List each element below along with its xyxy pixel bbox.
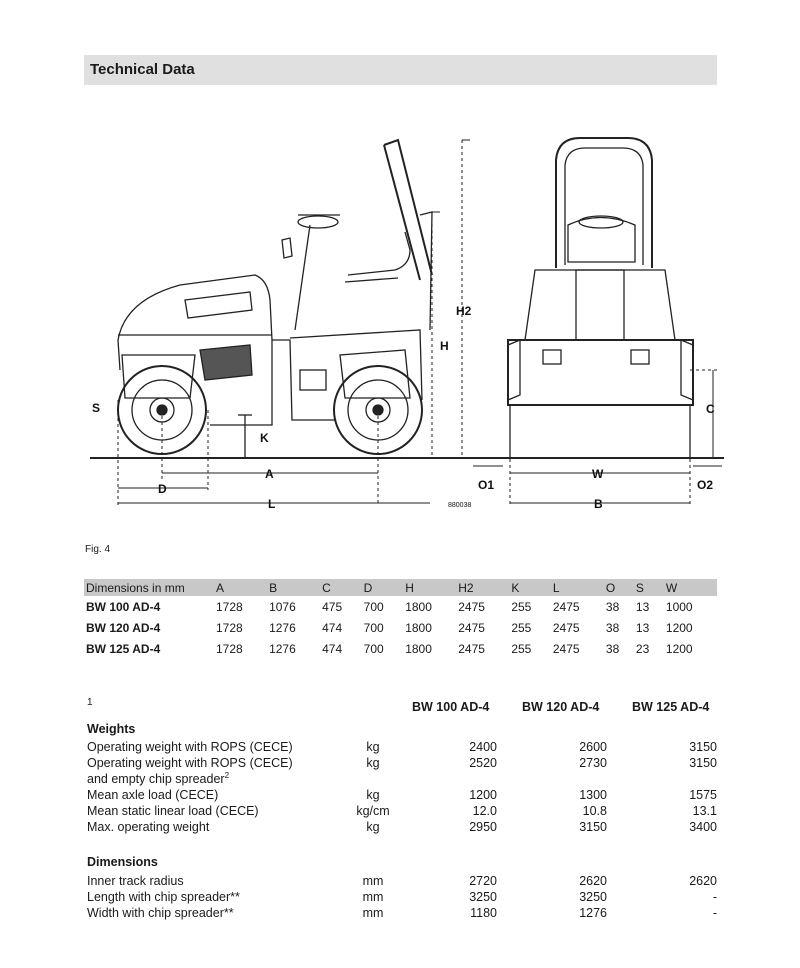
spec-unit: kg	[366, 820, 380, 834]
cell: 2475	[552, 599, 580, 614]
cell: 255	[511, 599, 532, 614]
spec-value: 1575	[689, 788, 717, 802]
cell: 23	[635, 641, 650, 656]
drawing-number: 880038	[448, 502, 472, 509]
cell: 2475	[458, 599, 485, 614]
cell: 2475	[458, 620, 485, 635]
label-o1: O1	[478, 478, 495, 492]
label-c: C	[706, 402, 715, 416]
spec-row	[87, 874, 727, 890]
table-row	[84, 638, 717, 659]
spec-label: Max. operating weight	[87, 820, 210, 834]
label-o2: O2	[697, 478, 714, 492]
model-name: BW 100 AD-4	[86, 599, 161, 614]
col-header: Dimensions in mm	[84, 579, 214, 596]
page-title: Technical Data	[90, 61, 195, 78]
col-header: A	[214, 579, 267, 596]
cell: 475	[322, 599, 343, 614]
label-h: H	[440, 339, 449, 353]
spec-value: 12.0	[472, 804, 497, 818]
spec-value: 2620	[689, 874, 717, 888]
spec-value: 2600	[579, 740, 607, 754]
spec-unit: kg/cm	[356, 804, 390, 818]
col-header: H2	[456, 579, 509, 596]
col-header: C	[320, 579, 362, 596]
label-h2: H2	[456, 304, 472, 318]
section-heading-dimensions: Dimensions	[87, 855, 158, 869]
label-b: B	[594, 497, 603, 511]
footnote-ref: 2	[224, 771, 230, 780]
page-title-bar	[84, 55, 717, 85]
label-k: K	[260, 431, 269, 445]
cell: 1728	[216, 641, 243, 656]
spec-column-header: BW 125 AD-4	[632, 700, 710, 714]
spec-value: 3150	[689, 740, 717, 754]
cell: 13	[635, 599, 650, 614]
spec-value: 2950	[469, 820, 497, 834]
col-header: K	[509, 579, 551, 596]
dimensions-table	[84, 579, 717, 659]
cell: 255	[511, 641, 532, 656]
cell: 1800	[405, 641, 432, 656]
spec-value: 10.8	[582, 804, 607, 818]
spec-value: 1300	[579, 788, 607, 802]
section-heading-weights: Weights	[87, 722, 136, 736]
model-name: BW 120 AD-4	[86, 620, 161, 635]
spec-unit: mm	[362, 890, 384, 904]
vent-grille	[200, 345, 252, 380]
spec-row	[87, 740, 727, 756]
cell: 1000	[665, 599, 693, 614]
model-name: BW 125 AD-4	[86, 641, 161, 656]
spec-unit: mm	[362, 906, 384, 920]
label-s: S	[92, 401, 101, 415]
cell: 255	[511, 620, 532, 635]
dimensions-header-row	[84, 579, 717, 596]
spec-row	[87, 906, 727, 922]
cell: 1200	[665, 620, 693, 635]
spec-unit: kg	[366, 740, 380, 754]
spec-value: 2520	[469, 756, 497, 770]
cell: 2475	[458, 641, 485, 656]
cell: 2475	[552, 620, 580, 635]
spec-label: Operating weight with ROPS (CECE)	[87, 740, 293, 754]
spec-value: 1200	[469, 788, 497, 802]
cell: 1800	[405, 599, 432, 614]
cell: 474	[322, 620, 343, 635]
spec-value: 13.1	[692, 804, 717, 818]
spec-label: Operating weight with ROPS (CECE)	[87, 756, 293, 770]
spec-label: Inner track radius	[87, 874, 184, 888]
spec-label-line2: and empty chip spreader	[87, 772, 225, 787]
cell: 1076	[269, 599, 296, 614]
spec-row	[87, 788, 727, 804]
spec-value: 2620	[579, 874, 607, 888]
cell: 1728	[216, 620, 243, 635]
cell: 700	[363, 599, 384, 614]
cell: 13	[635, 620, 650, 635]
cell: 38	[605, 641, 620, 656]
col-header: D	[362, 579, 404, 596]
spec-value: 3250	[579, 890, 607, 904]
cell: 1276	[269, 641, 296, 656]
spec-unit: kg	[366, 788, 380, 802]
cell: 38	[605, 620, 620, 635]
spec-unit: kg	[366, 756, 380, 770]
cell: 700	[363, 641, 384, 656]
col-header: H	[403, 579, 456, 596]
spec-column-header: BW 120 AD-4	[522, 700, 600, 714]
col-header: O	[604, 579, 634, 596]
spec-value: 2730	[579, 756, 607, 770]
spec-label-continued	[87, 771, 229, 786]
spec-column-header: BW 100 AD-4	[412, 700, 490, 714]
label-d: D	[158, 482, 167, 496]
spec-value: 2400	[469, 740, 497, 754]
table-row	[84, 596, 717, 617]
label-a: A	[265, 467, 274, 481]
spec-value: 3250	[469, 890, 497, 904]
spec-value: 3150	[579, 820, 607, 834]
cell: 1800	[405, 620, 432, 635]
spec-value: 1180	[470, 906, 497, 920]
spec-label: Mean static linear load (CECE)	[87, 804, 259, 818]
cell: 700	[363, 620, 384, 635]
figure-caption: Fig. 4	[85, 544, 111, 555]
roller-dimension-drawing	[84, 120, 724, 520]
col-header: B	[267, 579, 320, 596]
spec-row	[87, 756, 727, 786]
cell: 474	[322, 641, 343, 656]
front-view-rops	[556, 138, 652, 268]
cell: 38	[605, 599, 620, 614]
spec-unit: mm	[362, 874, 384, 888]
spec-value: 3400	[689, 820, 717, 834]
spec-value: 2720	[469, 874, 497, 888]
col-header: S	[634, 579, 664, 596]
spec-value: 3150	[689, 756, 717, 770]
spec-value: -	[712, 906, 717, 920]
col-header: W	[664, 579, 717, 596]
cell: 2475	[552, 641, 580, 656]
col-header: L	[551, 579, 604, 596]
spec-value: 1276	[579, 906, 607, 920]
spec-value: -	[712, 890, 717, 904]
spec-label: Length with chip spreader**	[87, 890, 240, 904]
spec-row	[87, 804, 727, 820]
label-w: W	[592, 467, 604, 481]
spec-row	[87, 820, 727, 836]
cell: 1728	[216, 599, 243, 614]
footnote-marker: 1	[87, 697, 93, 708]
cell: 1276	[269, 620, 296, 635]
spec-row	[87, 890, 727, 906]
spec-label: Mean axle load (CECE)	[87, 788, 219, 802]
table-row	[84, 617, 717, 638]
label-l: L	[268, 497, 276, 511]
cell: 1200	[665, 641, 693, 656]
spec-label: Width with chip spreader**	[87, 906, 234, 920]
